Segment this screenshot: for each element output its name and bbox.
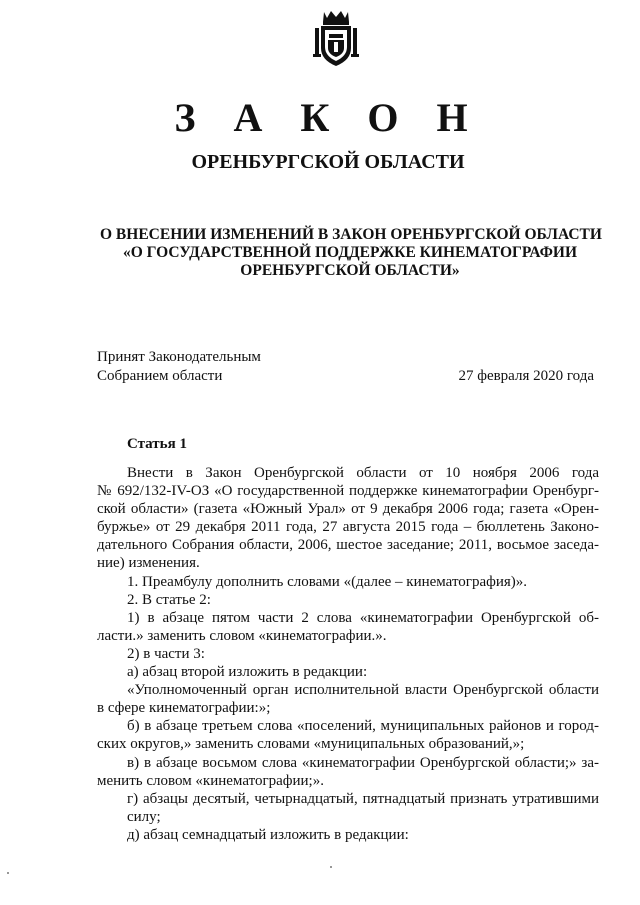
law-subject (100, 226, 600, 280)
coat-of-arms-icon (313, 8, 359, 68)
adopted-by-line: Принят Законодательным (97, 349, 261, 365)
body-line: 2) в части 3: (127, 645, 205, 662)
body-line: «Уполномоченный орган исполнительной власти Оренбургской области (127, 682, 599, 699)
law-title: З А К О Н (174, 95, 482, 140)
body-line: б) в абзаце третьем слова «поселений, муниципальных районов и город- (127, 718, 599, 735)
article-body (97, 464, 599, 844)
body-line: дательного Собрания области, 2006, шестое заседание; 2011, восьмое заседа- (97, 537, 599, 554)
adopted-by (97, 348, 261, 386)
body-line: менить словом «кинематографии;». (97, 772, 324, 789)
region-title: ОРЕНБУРГСКОЙ ОБЛАСТИ (191, 151, 465, 173)
body-line: № 692/132-IV-ОЗ «О государственной поддержке кинематографии Оренбург- (97, 483, 599, 500)
body-line: в) в абзаце восьмом слова «кинематографии Оренбургской области;» за- (127, 754, 599, 771)
body-line: ских округов,» заменить словами «муниципальных образований,»; (97, 736, 525, 753)
body-line: ской области» (газета «Южный Урал» от 9 декабря 2006 года; газета «Орен- (97, 501, 599, 518)
scan-speck (7, 872, 9, 874)
scan-speck (330, 866, 332, 868)
body-line: ласти.» заменить словом «кинематографии.». (97, 627, 387, 644)
subject-line: «О ГОСУДАРСТВЕННОЙ ПОДДЕРЖКЕ КИНЕМАТОГРАФИИ (122, 244, 578, 261)
body-line: Внести в Закон Оренбургской области от 10 ноября 2006 года (127, 465, 599, 481)
adoption-date: 27 февраля 2020 года (458, 368, 594, 384)
body-line: силу; (127, 808, 161, 825)
body-line: буржье» от 29 декабря 2011 года, 27 августа 2015 года – бюллетень Законо- (97, 519, 599, 536)
body-line: д) абзац семнадцатый изложить в редакции: (127, 826, 409, 843)
article-title: Статья 1 (127, 436, 187, 452)
body-line: ние) изменения. (97, 555, 200, 572)
body-line: 1. Преамбулу дополнить словами «(далее – кинематография)». (127, 573, 527, 590)
body-line: г) абзацы десятый, четырнадцатый, пятнадцатый признать утратившими (127, 790, 599, 807)
body-line: а) абзац второй изложить в редакции: (127, 664, 368, 681)
subject-line: О ВНЕСЕНИИ ИЗМЕНЕНИЙ В ЗАКОН ОРЕНБУРГСКОЙ ОБЛАСТИ (100, 226, 602, 243)
adopted-by-line: Собранием области (97, 368, 223, 384)
subject-line: ОРЕНБУРГСКОЙ ОБЛАСТИ» (240, 262, 460, 279)
body-line: 2. В статье 2: (127, 591, 211, 608)
body-line: в сфере кинематографии:»; (97, 700, 271, 717)
body-line: 1) в абзаце пятом части 2 слова «кинематографии Оренбургской об- (127, 609, 599, 626)
